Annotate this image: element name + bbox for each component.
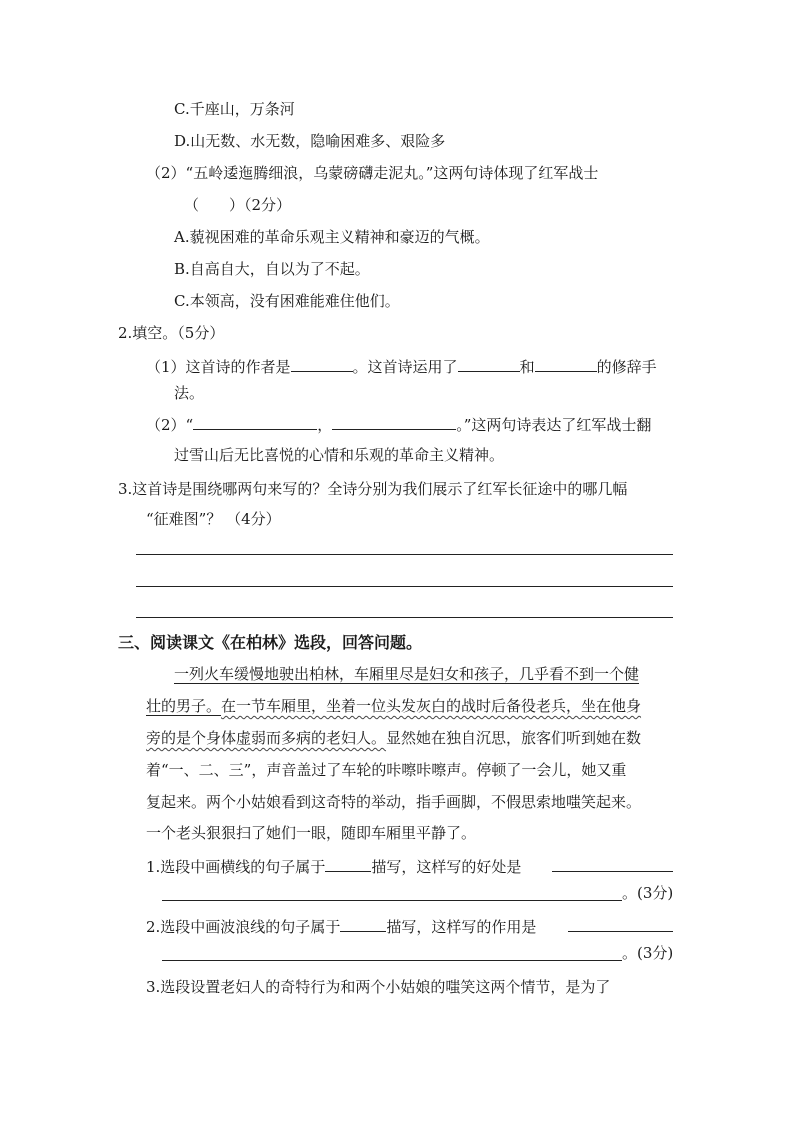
section-3-title: 三、阅读课文《在柏林》选段，回答问题。 [118,633,423,652]
q2-sub1-text-e: 法。 [174,384,205,402]
poem-line-blank-1[interactable] [193,412,317,430]
rhetoric-blank-2[interactable] [535,354,597,372]
reading-q1-text-a: 1.选段中画横线的句子属于 [146,858,326,876]
q2-sub2-text-a: （2）“ [146,416,194,434]
q2-sub1-text-d: 的修辞手 [596,358,657,376]
answer-line-3[interactable] [136,617,673,618]
q2-sub1-text-a: （1）这首诗的作者是 [146,358,291,376]
effect-blank-1[interactable] [568,931,673,932]
reading-q2-score: 。(3分) [622,944,674,962]
q2-sub2-text-d: 过雪山后无比喜悦的心情和乐观的革命主义精神。 [174,446,505,464]
option-b-q2: B.自高自大，自以为了不起。 [174,260,370,278]
reading-q2-line [146,914,536,938]
answer-line-2[interactable] [136,586,673,587]
q2-sub1-line [146,354,657,378]
benefit-blank-1[interactable] [552,871,673,872]
reading-q3-line: 3.选段设置老妇人的奇特行为和两个小姑娘的嗤笑这两个情节，是为了 [146,978,611,996]
q2-sub1-text-b: 。这首诗运用了 [352,358,458,376]
q3-line1: 3.这首诗是围绕哪两句来写的？全诗分别为我们展示了红军长征途中的哪几幅 [118,480,628,498]
option-a-q2: A.藐视困难的革命乐观主义精神和豪迈的气概。 [174,228,490,246]
passage-line-4: 着“一、二、三”，声音盖过了车轮的咔嚓咔嚓声。停顿了一会儿，她又重 [146,761,627,779]
poem-line-blank-2[interactable] [332,412,456,430]
passage-line-5: 复起来。两个小姑娘看到这奇特的举动，指手画脚，不假思索地嗤笑起来。 [146,793,642,811]
passage-line-3-rest: 显然她在独自沉思，旅客们听到她在数 [386,729,642,747]
q2-sub1-text-c: 和 [519,358,535,376]
author-blank[interactable] [291,354,353,372]
reading-q1-line [146,854,521,878]
underlined-sentence-part-2: 壮的男子。 [146,697,222,715]
effect-blank-2[interactable] [162,960,622,961]
reading-q2-text-b: 描写，这样写的作用是 [386,918,537,936]
option-c-q2: C.本领高，没有困难能难住他们。 [174,292,400,310]
passage-line-1 [174,663,639,685]
option-c-q1: C.千座山，万条河 [174,100,295,118]
underlined-sentence-part-1: 一列火车缓慢地驶出柏林，车厢里尽是妇女和孩子，几乎看不到一个健 [174,665,640,683]
option-d-q1: D.山无数、水无数，隐喻困难多、艰险多 [174,132,446,150]
reading-q1-score: 。(3分) [622,884,674,902]
q2-sub2-text-b: ， [317,416,333,434]
passage-line-6: 一个老头狠狠扫了她们一眼，随即车厢里平静了。 [146,824,477,842]
wavy-sentence-part-1: 在一节车厢里，坐着一位头发灰白的战时后备役老兵，坐在他身 [221,697,642,715]
description-type-blank-1[interactable] [325,854,371,872]
reading-q1-text-b: 描写，这样写的好处是 [371,858,522,876]
benefit-blank-2[interactable] [162,900,622,901]
q3-line2: “征难图”？ （4分） [146,510,281,528]
rhetoric-blank-1[interactable] [458,354,520,372]
q2-sub2-text-c: 。”这两句诗表达了红军战士翻 [456,416,652,434]
wavy-sentence-part-2: 旁的是个身体虚弱而多病的老妇人。 [146,729,387,747]
q1-sub2-answer-paren: （ ）（2分） [184,196,292,214]
reading-q2-text-a: 2.选段中画波浪线的句子属于 [146,918,341,936]
q2-title: 2.填空。（5分） [118,324,225,342]
q1-sub2-stem: （2）“五岭逶迤腾细浪，乌蒙磅礴走泥丸。”这两句诗体现了红军战士 [146,164,599,182]
answer-line-1[interactable] [136,554,673,555]
q2-sub2-line [146,412,651,436]
description-type-blank-2[interactable] [340,914,386,932]
passage-line-3 [146,727,641,749]
passage-line-2 [146,695,641,717]
